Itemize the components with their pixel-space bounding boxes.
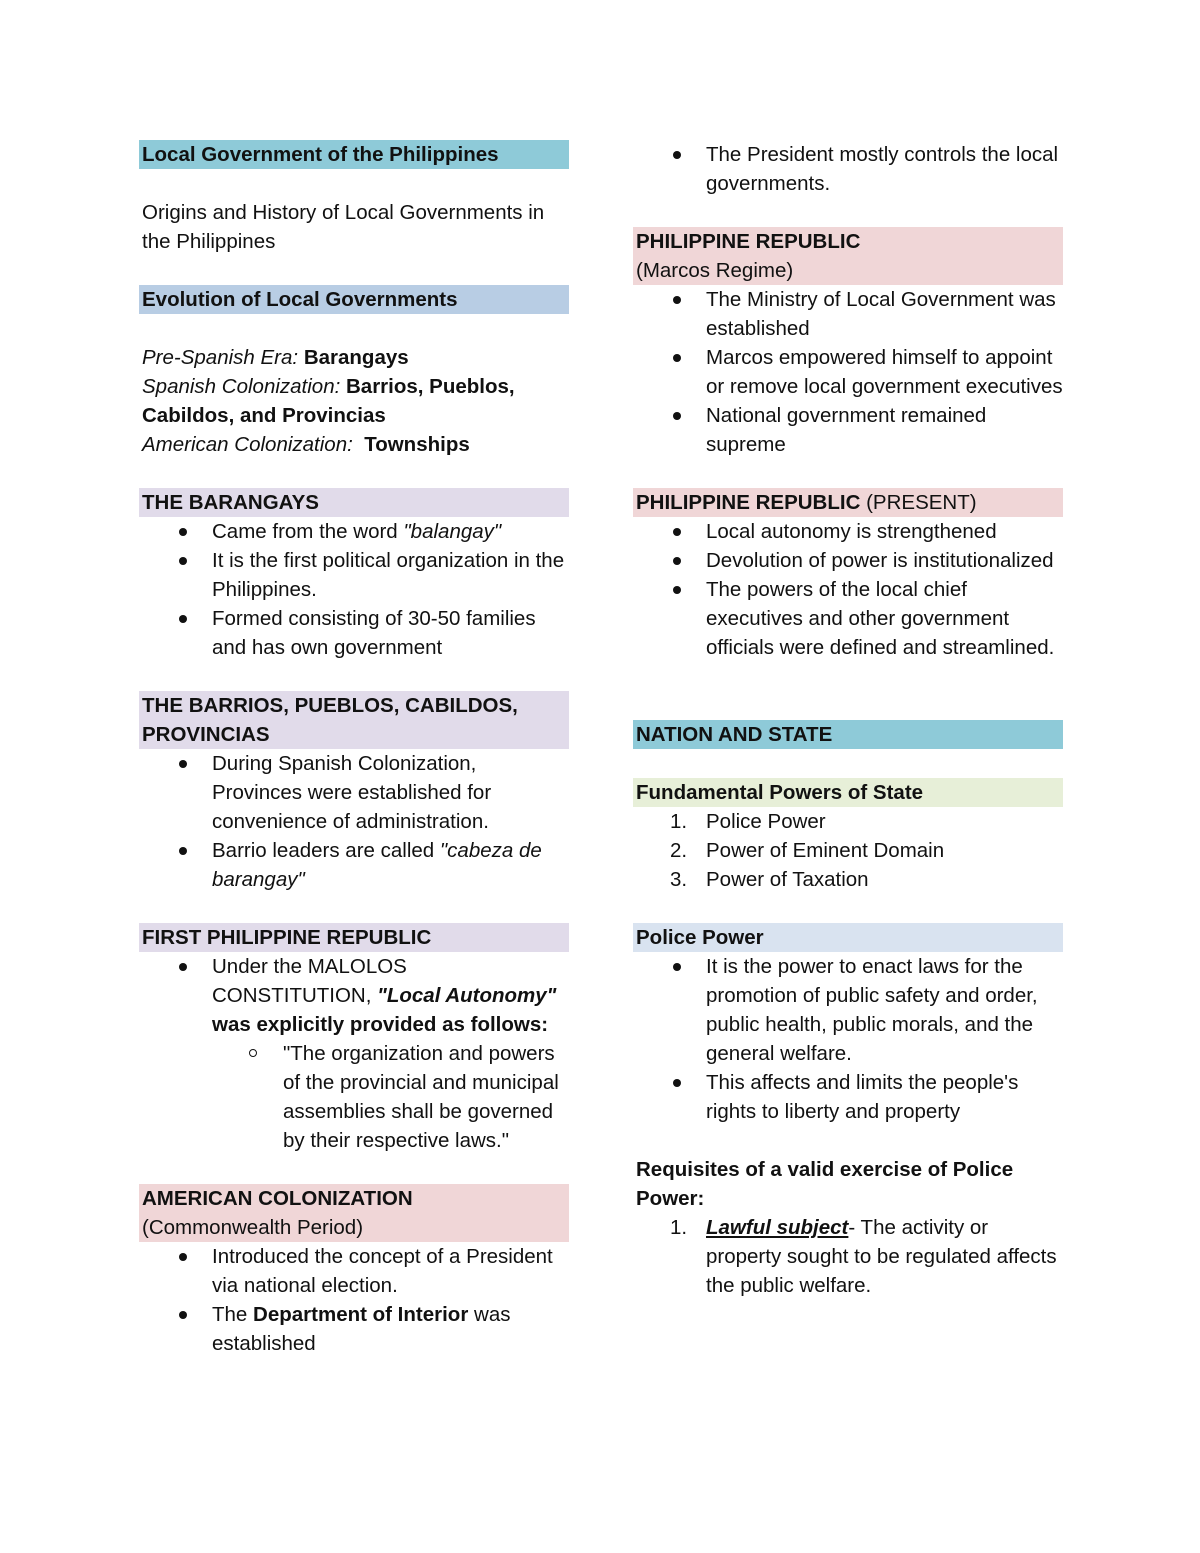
present-list [633,517,1063,662]
american-continued-list [633,140,1063,198]
list-item: National government remained supreme [633,401,1063,459]
era-line-american: American Colonization: Townships [142,433,470,456]
list-item: It is the power to enact laws for the promotion of public safety and order, public health, public morals, and the general welfare. [633,952,1063,1068]
list-item: This affects and limits the people's rights to liberty and property [633,1068,1063,1126]
barangays-heading: THE BARANGAYS [139,488,569,517]
evolution-heading: Evolution of Local Governments [139,285,569,314]
list-item: Local autonomy is strengthened [633,517,1063,546]
list-item: It is the first political organization in the Philippines. [139,546,569,604]
list-item: The Ministry of Local Government was established [633,285,1063,343]
list-item: Devolution of power is institutionalized [633,546,1063,575]
marcos-list [633,285,1063,459]
american-heading: AMERICAN COLONIZATION (Commonwealth Period) [139,1184,569,1242]
fundamental-powers-heading: Fundamental Powers of State [633,778,1063,807]
list-item: During Spanish Colonization, Provinces were established for convenience of administration. [139,749,569,836]
list-item: Under the MALOLOS CONSTITUTION, "Local Autonomy" was explicitly provided as follows: [139,952,569,1039]
list-item: Introduced the concept of a President via national election. [139,1242,569,1300]
era-line-pre-spanish: Pre-Spanish Era: Barangays [142,346,409,369]
police-power-list [633,952,1063,1126]
list-item: 1. Police Power [670,810,826,833]
list-item: The Department of Interior was established [139,1300,569,1358]
list-item: Formed consisting of 30-50 families and has own government [139,604,569,662]
barrios-heading: THE BARRIOS, PUEBLOS, CABILDOS, PROVINCIAS [139,691,569,749]
requisites-heading: Requisites of a valid exercise of Police Power: [636,1158,1014,1210]
list-item: The powers of the local chief executives and other government officials were defined and streamlined. [633,575,1063,662]
police-power-heading: Police Power [633,923,1063,952]
american-list [139,1242,569,1358]
list-item: Barrio leaders are called "cabeza de barangay" [139,836,569,894]
list-item: The President mostly controls the local governments. [633,140,1063,198]
left-column [139,140,569,1358]
marcos-heading: PHILIPPINE REPUBLIC (Marcos Regime) [633,227,1063,285]
sub-list-item: "The organization and powers of the provincial and municipal assemblies shall be governed by their respective laws." [139,1039,569,1155]
barangays-list [139,517,569,662]
list-item: 2. Power of Eminent Domain [670,839,945,862]
requisites-list [633,1213,1063,1300]
list-item: 1. Lawful subject- The activity or property sought to be regulated affects the public welfare. [670,1216,1057,1297]
nation-state-heading: NATION AND STATE [633,720,1063,749]
page-title: Local Government of the Philippines [139,140,569,169]
list-item: Came from the word "balangay" [139,517,569,546]
right-column [633,140,1063,1300]
powers-list [633,807,1063,894]
list-item: 3. Power of Taxation [670,868,869,891]
first-republic-list [139,952,569,1155]
origins-text: Origins and History of Local Governments in the Philippines [142,201,545,253]
era-line-spanish: Spanish Colonization: Barrios, Pueblos, Cabildos, and Provincias [142,375,515,427]
first-republic-heading: FIRST PHILIPPINE REPUBLIC [139,923,569,952]
barrios-list [139,749,569,894]
present-heading: PHILIPPINE REPUBLIC (PRESENT) [633,488,1063,517]
list-item: Marcos empowered himself to appoint or remove local government executives [633,343,1063,401]
